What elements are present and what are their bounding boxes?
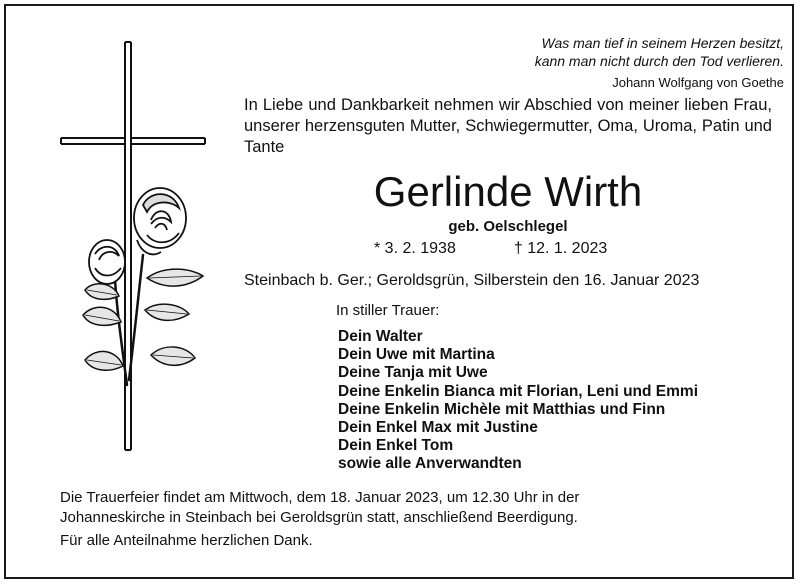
service-line-2: Johanneskirche in Steinbach bei Geroldsgrün statt, anschließend Beerdigung. — [60, 509, 578, 526]
mourning-label: In stiller Trauer: — [336, 302, 440, 319]
death-date: † 12. 1. 2023 — [513, 240, 608, 257]
birth-date: * 3. 2. 1938 — [374, 240, 456, 257]
quote-line-1: Was man tief in seinem Herzen besitzt, — [541, 35, 784, 51]
goethe-quote — [400, 34, 784, 92]
farewell-intro: In Liebe und Dankbarkeit nehmen wir Abschied von meiner lieben Frau, unserer herzensguten Mutter, Schwiegermutter, Oma, Uroma, Patin und Tante — [244, 96, 772, 156]
mourner-item: Dein Walter — [338, 328, 423, 345]
mourner-item: Deine Enkelin Bianca mit Florian, Leni und Emmi — [338, 382, 699, 400]
place-and-date: Steinbach b. Ger.; Geroldsgrün, Silberstein den 16. Januar 2023 — [244, 272, 700, 289]
life-dates — [374, 240, 607, 258]
thanks-note: Für alle Anteilnahme herzlichen Dank. — [60, 532, 313, 549]
mourners-list — [338, 328, 698, 474]
maiden-name: geb. Oelschlegel — [448, 218, 568, 235]
mourner-item: Dein Enkel Max mit Justine — [338, 419, 538, 437]
mourner-item: Deine Enkelin Michèle mit Matthias und Finn — [338, 400, 666, 418]
funeral-service-info — [60, 488, 700, 528]
mourner-item: sowie alle Anverwandten — [338, 455, 522, 473]
mourner-item: Dein Uwe mit Martina — [338, 346, 495, 364]
service-line-1: Die Trauerfeier findet am Mittwoch, dem 18. Januar 2023, um 12.30 Uhr in der — [60, 489, 580, 506]
quote-author: Johann Wolfgang von Goethe — [612, 75, 784, 90]
mourner-item: Deine Tanja mit Uwe — [338, 364, 488, 382]
quote-line-2: kann man nicht durch den Tod verlieren. — [534, 53, 784, 69]
mourner-item: Dein Enkel Tom — [338, 437, 454, 455]
deceased-name: Gerlinde Wirth — [373, 168, 643, 215]
cross-with-rose-icon — [55, 40, 215, 460]
